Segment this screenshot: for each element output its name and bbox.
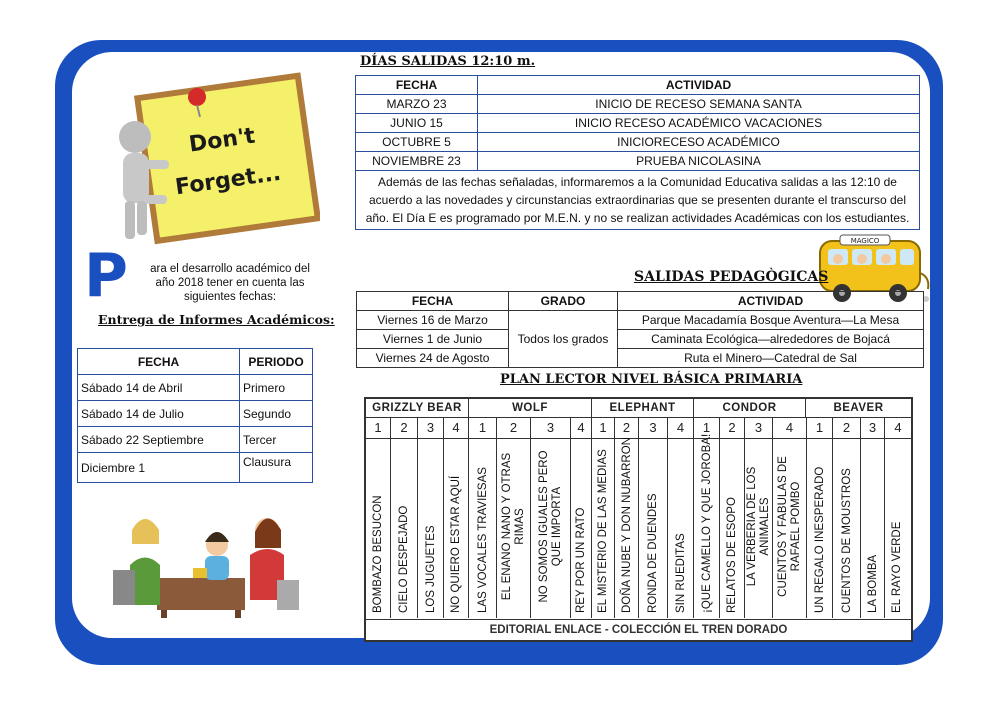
plan-number: 2 [720,418,745,439]
plan-group: BEAVER [806,399,911,418]
plan-book-title: SIN RUEDITAS [675,533,687,613]
plan-book-title: LOS JUGUETES [425,525,437,613]
plan-book-cell [391,439,418,618]
plan-book-cell [444,439,469,618]
bus-sign: MAGICO [850,237,880,245]
plan-title: PLAN LECTOR NIVEL BÁSICA PRIMARIA [500,372,803,387]
ped-cell: Viernes 24 de Agosto [357,349,509,368]
ped-cell: Viernes 1 de Junio [357,330,509,349]
plan-number: 4 [668,418,694,439]
salidas-header-fecha: FECHA [356,76,478,95]
salidas-cell: INICIO RECESO ACADÉMICO VACACIONES [478,114,920,133]
plan-book-cell [885,439,911,618]
informes-cell: Sábado 14 de Abril [78,375,240,401]
plan-number: 1 [694,418,720,439]
salidas-cell: INICIORECESO ACADÉMICO [478,133,920,152]
plan-number: 3 [531,418,571,439]
intro-text: ara el desarrollo académico del año 2018 tener en cuenta las siguientes fechas: [150,263,310,303]
plan-number: 2 [615,418,639,439]
salidas-note: Además de las fechas señaladas, informaremos a la Comunidad Educativa salidas a las 12:10 de acuerdo a las novedades y circunstancias extraordinarias que se presenten durante el transcurso del año. El Día E es programado por M.E.N. y no se realizan actividades Académicas con los estudiantes. [356,171,920,230]
plan-book-cell [773,439,807,618]
informes-cell: Tercer [240,427,313,453]
plan-number: 2 [497,418,531,439]
sticky-line1: Don't [187,123,257,158]
family-reading-illustration [105,510,305,620]
plan-book-cell [745,439,773,618]
plan-book-title: LA BOMBA [867,554,879,613]
ped-grado: Todos los grados [509,311,618,368]
informes-cell: Segundo [240,401,313,427]
plan-number: 4 [773,418,807,439]
informes-header-fecha: FECHA [78,349,240,375]
plan-number: 4 [571,418,592,439]
plan-book-cell [720,439,745,618]
sticky-line2: Forget... [173,160,283,201]
plan-number: 3 [861,418,885,439]
plan-book-cell [668,439,694,618]
plan-number: 2 [833,418,861,439]
plan-book-title: EL MISTERIO DE LAS MEDIAS [597,449,609,613]
plan-number: 4 [885,418,911,439]
salidas-header-actividad: ACTIVIDAD [478,76,920,95]
informes-cell: Diciembre 1 [78,453,240,483]
informes-table [77,348,313,483]
plan-book-cell [833,439,861,618]
plan-number: 3 [745,418,773,439]
salidas-cell: PRUEBA NICOLASINA [478,152,920,171]
ped-header-actividad: ACTIVIDAD [618,292,924,311]
salidas-cell: MARZO 23 [356,95,478,114]
plan-book-title: LA VERBERIA DE LOS ANIMALES [746,466,771,587]
plan-book-cell [861,439,885,618]
plan-book-title: BOMBAZO BESUCON [372,495,384,613]
plan-book-cell [592,439,615,618]
plan-book-title: REY POR UN RATO [575,507,587,613]
plan-number: 1 [807,418,833,439]
plan-number: 1 [592,418,615,439]
salidas-cell: JUNIO 15 [356,114,478,133]
plan-book-title: RELATOS DE ESOPO [726,497,738,613]
plan-number: 1 [469,418,497,439]
ped-cell: Caminata Ecológica—alrededores de Bojacá [618,330,924,349]
plan-book-cell [469,439,497,618]
plan-number: 3 [639,418,668,439]
plan-book-title: CIELO DESPEJADO [398,505,410,613]
drop-cap: P [84,241,128,311]
informes-cell: Clausura [240,453,313,483]
plan-book-title: UN REGALO INESPERADO [814,466,826,613]
plan-group: CONDOR [694,399,806,418]
informes-cell: Sábado 14 de Julio [78,401,240,427]
informes-header-periodo: PERIODO [240,349,313,375]
plan-book-cell [531,439,571,618]
plan-book-title: DOÑA NUBE Y DON NUBARRON [621,437,633,613]
plan-book-cell [418,439,444,618]
plan-number: 3 [418,418,444,439]
salidas-cell: NOVIEMBRE 23 [356,152,478,171]
plan-book-cell [694,433,720,618]
plan-book-cell [615,439,639,618]
plan-book-title: ¡QUE CAMELLO Y QUE JOROBA! [701,433,713,613]
ped-header-grado: GRADO [509,292,618,311]
plan-book-cell [497,439,531,618]
ped-header-fecha: FECHA [357,292,509,311]
ped-cell: Parque Macadamía Bosque Aventura—La Mesa [618,311,924,330]
dont-forget-illustration [105,55,320,250]
plan-number: 4 [444,418,469,439]
plan-book-cell [807,439,833,618]
salidas-cell: INICIO DE RECESO SEMANA SANTA [478,95,920,114]
salidas-title: DÍAS SALIDAS 12:10 m. [360,54,536,69]
plan-group: ELEPHANT [592,399,694,418]
ped-cell: Ruta el Minero—Catedral de Sal [618,349,924,368]
plan-number: 1 [366,418,391,439]
salidas-cell: OCTUBRE 5 [356,133,478,152]
plan-book-cell [639,439,668,618]
plan-editorial: EDITORIAL ENLACE - COLECCIÓN EL TREN DORADO [366,619,911,640]
plan-book-title: NO QUIERO ESTAR AQUÍ [450,475,462,613]
plan-lector-table [364,397,913,642]
plan-book-cell [571,439,592,618]
plan-book-title: LAS VOCALES TRAVIESAS [477,467,489,613]
informes-cell: Sábado 22 Septiembre [78,427,240,453]
plan-book-title: CUENTOS Y FABULAS DE RAFAEL POMBO [777,456,802,597]
plan-group: GRIZZLY BEAR [366,399,469,418]
plan-book-cell [366,439,391,618]
plan-book-title: RONDA DE DUENDES [647,493,659,613]
salidas-table [355,75,920,230]
pedagogicas-table [356,291,924,368]
plan-book-title: CUENTOS DE MOUSTROS [841,468,853,613]
ped-cell: Viernes 16 de Marzo [357,311,509,330]
plan-book-title: NO SOMOS IGUALES PERO QUE IMPORTA [538,450,563,603]
plan-book-title: EL RAYO VERDE [891,521,903,613]
plan-number: 2 [391,418,418,439]
plan-book-title: EL ENANO NANO Y OTRAS RIMAS [501,452,526,601]
pedagogicas-title: SALIDAS PEDAGÒGICAS [634,269,829,285]
informes-heading: Entrega de Informes Académicos: [98,312,335,327]
informes-cell: Primero [240,375,313,401]
plan-group: WOLF [469,399,592,418]
